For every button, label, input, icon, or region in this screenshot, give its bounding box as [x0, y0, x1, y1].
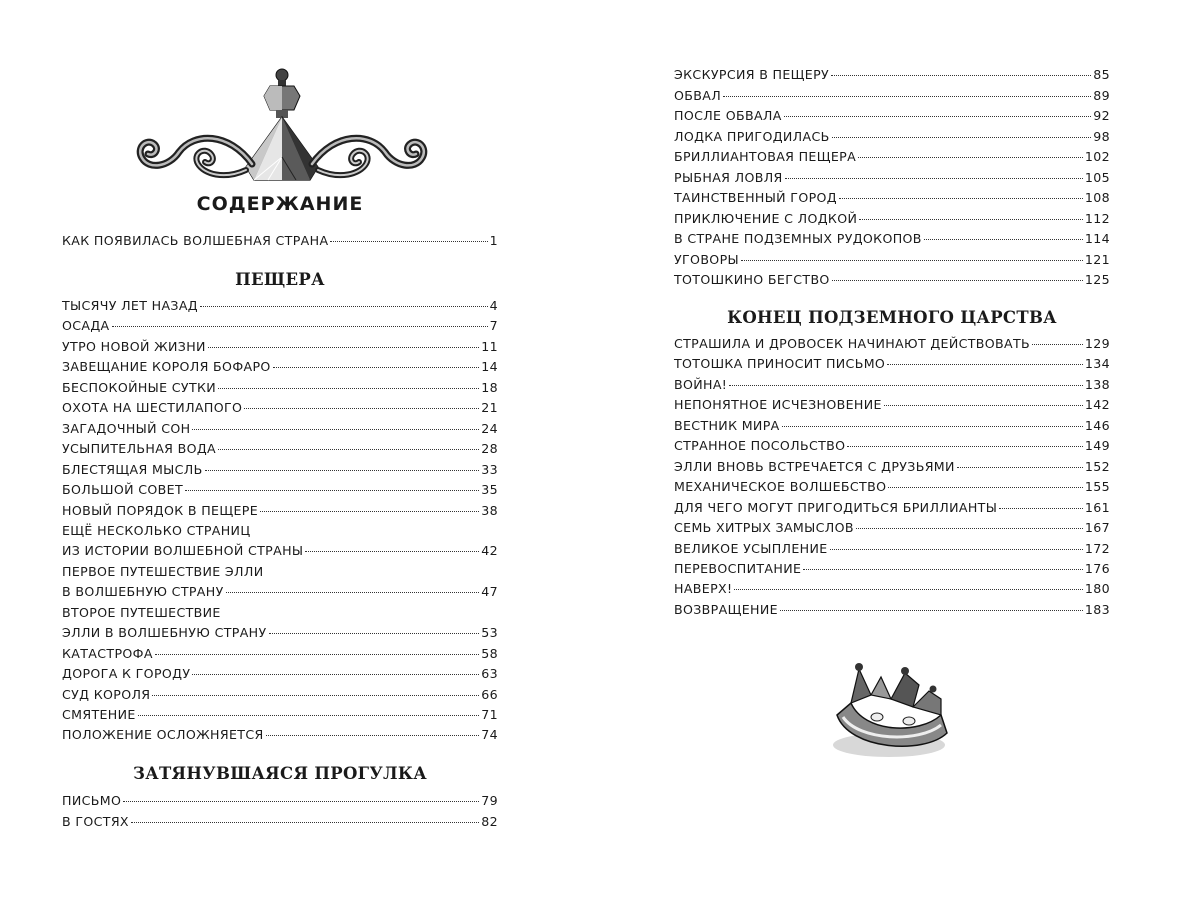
toc-entry — [62, 296, 498, 316]
toc-entry — [674, 106, 1110, 126]
toc-entry — [62, 316, 498, 336]
toc-leader-dots — [839, 198, 1083, 199]
toc-entry-page: 134 — [1084, 356, 1110, 372]
toc-entry-page: 155 — [1084, 479, 1110, 495]
toc-entry — [62, 337, 498, 357]
toc-entry-page: 142 — [1084, 397, 1110, 413]
toc-entry-page: 18 — [481, 379, 498, 395]
toc-entry-page: 125 — [1084, 272, 1110, 287]
toc-entry-title: ПИСЬМО — [62, 793, 122, 808]
toc-entry-title: ПОСЛЕ ОБВАЛА — [674, 108, 782, 123]
toc-entry-page: 71 — [481, 707, 498, 722]
toc-entry-page: 149 — [1084, 438, 1110, 454]
toc-entry-page: 21 — [481, 400, 498, 416]
toc-entry — [62, 378, 498, 398]
toc-entry — [62, 562, 498, 582]
toc-entry-page: 28 — [481, 441, 498, 457]
toc-entry-page: 14 — [481, 359, 498, 375]
toc-leader-dots — [185, 490, 479, 491]
toc-entry-title: ПЕРЕВОСПИТАНИЕ — [674, 560, 802, 576]
toc-entry — [674, 127, 1110, 147]
toc-entry-page: 105 — [1084, 169, 1110, 185]
toc-entry-page: 79 — [481, 793, 498, 808]
toc-entry-intro: КАК ПОЯВИЛАСЬ ВОЛШЕБНАЯ СТРАНА 1 — [62, 233, 498, 248]
section-heading-konets-podzemnogo-tsarstva: КОНЕЦ ПОДЗЕМНОГО ЦАРСТВА — [727, 308, 1057, 327]
toc-leader-dots — [830, 549, 1083, 550]
toc-entry-page: 176 — [1084, 560, 1110, 576]
toc-entry — [674, 600, 1110, 620]
crown-icon — [829, 655, 969, 765]
toc-entry-title: ВОЗВРАЩЕНИЕ — [674, 601, 778, 617]
toc-entry-title: БЕСПОКОЙНЫЕ СУТКИ — [62, 379, 217, 395]
toc-entry-title: ТОТОШКИНО БЕГСТВО — [674, 272, 830, 287]
toc-leader-dots — [155, 654, 479, 655]
toc-entry — [62, 644, 498, 664]
toc-entry — [674, 334, 1110, 354]
crystal-scroll-ornament-icon — [134, 62, 434, 192]
toc-entry — [674, 270, 1110, 290]
toc-entry-title: БОЛЬШОЙ СОВЕТ — [62, 482, 184, 498]
toc-entry-title: СТРАШИЛА И ДРОВОСЕК НАЧИНАЮТ ДЕЙСТВОВАТЬ — [674, 336, 1031, 351]
toc-entry — [62, 419, 498, 439]
toc-leader-dots — [273, 367, 480, 368]
toc-leader-dots — [244, 408, 479, 409]
toc-leader-dots — [831, 75, 1091, 76]
toc-entry-title: СЕМЬ ХИТРЫХ ЗАМЫСЛОВ — [674, 520, 854, 536]
toc-leader-dots — [260, 511, 479, 512]
toc-entry-title: ПОЛОЖЕНИЕ ОСЛОЖНЯЕТСЯ — [62, 727, 264, 743]
toc-leader-dots — [832, 280, 1083, 281]
toc-entry-title: СМЯТЕНИЕ — [62, 707, 136, 722]
toc-entry — [674, 375, 1110, 395]
toc-entry — [674, 457, 1110, 477]
toc-leader-dots — [858, 157, 1083, 158]
toc-entry — [674, 229, 1110, 249]
toc-leader-dots — [784, 116, 1092, 117]
toc-entry — [62, 685, 498, 705]
toc-entry-title: ОСАДА — [62, 318, 110, 334]
toc-entry — [674, 559, 1110, 579]
toc-leader-dots — [780, 610, 1083, 611]
toc-entry-page: 172 — [1084, 540, 1110, 556]
toc-entry — [674, 518, 1110, 538]
toc-entry — [62, 501, 498, 521]
toc-leader-dots — [999, 508, 1083, 509]
toc-entry-page: 114 — [1084, 231, 1110, 246]
toc-entry-page: 89 — [1093, 87, 1110, 103]
toc-entry-title: ОХОТА НА ШЕСТИЛАПОГО — [62, 400, 243, 416]
toc-entry-page: 63 — [481, 666, 498, 682]
toc-entry — [62, 725, 498, 745]
toc-entry-page: 66 — [481, 686, 498, 702]
toc-entry — [674, 579, 1110, 599]
toc-entry — [674, 250, 1110, 270]
toc-entry — [674, 168, 1110, 188]
toc-entry-title: ЕЩЁ НЕСКОЛЬКО СТРАНИЦ — [62, 522, 251, 538]
toc-entry-title: ЗАГАДОЧНЫЙ СОН — [62, 420, 191, 436]
toc-entry-page: 24 — [481, 420, 498, 436]
toc-entry — [674, 354, 1110, 374]
toc-entry-title: НЕПОНЯТНОЕ ИСЧЕЗНОВЕНИЕ — [674, 397, 882, 413]
toc-entry-page: 161 — [1084, 499, 1110, 515]
section-heading-peshchera: ПЕЩЕРА — [235, 270, 325, 289]
toc-entry-title: ВОЙНА! — [674, 376, 728, 392]
toc-entry-title: ДОРОГА К ГОРОДУ — [62, 666, 191, 682]
toc-entry-page: 92 — [1093, 108, 1110, 123]
toc-leader-dots — [192, 674, 479, 675]
toc-entry — [674, 86, 1110, 106]
toc-entry-page: 129 — [1084, 336, 1110, 351]
toc-leader-dots — [887, 364, 1083, 365]
toc-entry — [62, 603, 498, 623]
toc-entry-title: В ГОСТЯХ — [62, 813, 129, 829]
toc-leader-dots — [112, 326, 488, 327]
toc-leader-dots — [734, 589, 1083, 590]
toc-entry — [62, 623, 498, 643]
toc-leader-dots — [205, 470, 480, 471]
toc-entry — [674, 188, 1110, 208]
toc-entry-title: ЭЛЛИ В ВОЛШЕБНУЮ СТРАНУ — [62, 625, 267, 641]
toc-entry-title: ТАИНСТВЕННЫЙ ГОРОД — [674, 190, 837, 205]
toc-entry-title: В ВОЛШЕБНУЮ СТРАНУ — [62, 584, 224, 600]
toc-entry-title: ЭКСКУРСИЯ В ПЕЩЕРУ — [674, 67, 830, 82]
toc-entry-title: ИЗ ИСТОРИИ ВОЛШЕБНОЙ СТРАНЫ — [62, 543, 304, 559]
toc-entry-title: НАВЕРХ! — [674, 581, 733, 597]
toc-leader-dots — [123, 801, 479, 802]
toc-entry-page: 138 — [1084, 376, 1110, 392]
toc-leader-dots — [847, 446, 1083, 447]
toc-entry-page: 38 — [481, 502, 498, 518]
toc-entry-page: 112 — [1084, 210, 1110, 226]
toc-entry — [674, 395, 1110, 415]
toc-entry-title: УТРО НОВОЙ ЖИЗНИ — [62, 338, 206, 354]
toc-entry — [62, 582, 498, 602]
toc-entry — [62, 705, 498, 725]
toc-leader-dots — [208, 347, 479, 348]
toc-entry-page: 98 — [1093, 128, 1110, 144]
toc-entry-page: 183 — [1084, 601, 1110, 617]
toc-entry — [674, 498, 1110, 518]
toc-entry-title: СТРАННОЕ ПОСОЛЬСТВО — [674, 438, 846, 454]
toc-entry-title: ВЕСТНИК МИРА — [674, 417, 780, 433]
toc-entry-page: 108 — [1084, 190, 1110, 205]
toc-entry — [62, 398, 498, 418]
toc-entry — [62, 357, 498, 377]
toc-entry-title: УСЫПИТЕЛЬНАЯ ВОДА — [62, 441, 217, 457]
toc-leader-dots — [138, 715, 480, 716]
toc-entry-page: 42 — [481, 543, 498, 559]
toc-leader-dots — [856, 528, 1083, 529]
toc-entry-page: 121 — [1084, 251, 1110, 267]
toc-entry-title: БЛЕСТЯЩАЯ МЫСЛЬ — [62, 461, 203, 477]
toc-leader-dots — [888, 487, 1083, 488]
toc-entry-title: ВЕЛИКОЕ УСЫПЛЕНИЕ — [674, 540, 828, 556]
toc-leader-dots — [305, 551, 479, 552]
toc-entry-title: ЭЛЛИ ВНОВЬ ВСТРЕЧАЕТСЯ С ДРУЗЬЯМИ — [674, 458, 955, 474]
toc-entry-page: 11 — [481, 338, 498, 354]
toc-leader-dots — [785, 178, 1083, 179]
toc-entry — [62, 541, 498, 561]
toc-leader-dots — [832, 137, 1092, 138]
toc-leader-dots — [200, 306, 488, 307]
toc-leader-dots — [266, 735, 480, 736]
toc-leader-dots — [269, 633, 480, 634]
toc-entry-page: 102 — [1084, 149, 1110, 164]
toc-leader-dots — [741, 260, 1083, 261]
toc-entry-title: ПЕРВОЕ ПУТЕШЕСТВИЕ ЭЛЛИ — [62, 563, 264, 579]
toc-entry-title: СУД КОРОЛЯ — [62, 686, 151, 702]
toc-entry-page: 47 — [481, 584, 498, 600]
toc-entry-title: КАТАСТРОФА — [62, 645, 153, 661]
toc-leader-dots — [218, 388, 479, 389]
toc-entry — [674, 436, 1110, 456]
toc-leader-dots — [859, 219, 1083, 220]
toc-entry — [674, 209, 1110, 229]
toc-entry-title: МЕХАНИЧЕСКОЕ ВОЛШЕБСТВО — [674, 479, 887, 495]
toc-entry-title: ЗАВЕЩАНИЕ КОРОЛЯ БОФАРО — [62, 359, 271, 375]
toc-entry-title: ТОТОШКА ПРИНОСИТ ПИСЬМО — [674, 356, 886, 372]
toc-entry-title: ЛОДКА ПРИГОДИЛАСЬ — [674, 128, 830, 144]
toc-leader-dots — [729, 385, 1083, 386]
toc-entry-page: 74 — [481, 727, 498, 743]
toc-entry — [674, 416, 1110, 436]
toc-leader-dots — [152, 695, 479, 696]
toc-entry-page: 58 — [481, 645, 498, 661]
toc-entry-title: ВТОРОЕ ПУТЕШЕСТВИЕ — [62, 604, 221, 620]
toc-entry — [62, 521, 498, 541]
toc-entry — [62, 812, 498, 832]
toc-leader-dots — [1032, 344, 1083, 345]
toc-entry-page: 167 — [1084, 520, 1110, 536]
toc-entry-page: 33 — [481, 461, 498, 477]
toc-title: СОДЕРЖАНИЕ — [196, 193, 364, 215]
toc-entry-title: В СТРАНЕ ПОДЗЕМНЫХ РУДОКОПОВ — [674, 231, 922, 246]
toc-entry — [674, 477, 1110, 497]
toc-entry-page: 85 — [1093, 67, 1110, 82]
toc-entry-page: 146 — [1084, 417, 1110, 433]
toc-leader-dots — [957, 467, 1083, 468]
toc-entry — [674, 539, 1110, 559]
toc-entry-title: НОВЫЙ ПОРЯДОК В ПЕЩЕРЕ — [62, 502, 259, 518]
toc-entry-title: ОБВАЛ — [674, 87, 722, 103]
toc-leader-dots — [131, 822, 479, 823]
toc-entry — [674, 65, 1110, 85]
toc-entry — [62, 791, 498, 811]
toc-entry-page: 180 — [1084, 581, 1110, 597]
toc-entry-page: 152 — [1084, 458, 1110, 474]
section-heading-zatyanuvshayasya-progulka: ЗАТЯНУВШАЯСЯ ПРОГУЛКА — [133, 764, 427, 783]
toc-entry-title: РЫБНАЯ ЛОВЛЯ — [674, 169, 783, 185]
toc-entry — [62, 439, 498, 459]
toc-entry-title: ТЫСЯЧУ ЛЕТ НАЗАД — [62, 298, 198, 313]
toc-leader-dots — [226, 592, 480, 593]
toc-entry-page: 35 — [481, 482, 498, 498]
toc-leader-dots — [782, 426, 1083, 427]
toc-entry-page: 4 — [489, 298, 498, 313]
toc-entry — [674, 147, 1110, 167]
toc-entry-page: 53 — [481, 625, 498, 641]
toc-leader-dots — [723, 96, 1091, 97]
toc-leader-dots — [884, 405, 1083, 406]
toc-entry — [62, 480, 498, 500]
toc-entry-title: УГОВОРЫ — [674, 251, 739, 267]
toc-entry-title: ДЛЯ ЧЕГО МОГУТ ПРИГОДИТЬСЯ БРИЛЛИАНТЫ — [674, 499, 998, 515]
toc-entry-page: 82 — [481, 813, 498, 829]
toc-entry-page: 7 — [489, 318, 498, 334]
toc-entry — [62, 460, 498, 480]
toc-leader-dots — [803, 569, 1083, 570]
toc-entry-title: БРИЛЛИАНТОВАЯ ПЕЩЕРА — [674, 149, 857, 164]
toc-leader-dots — [924, 239, 1083, 240]
toc-entry — [62, 664, 498, 684]
toc-entry-title: ПРИКЛЮЧЕНИЕ С ЛОДКОЙ — [674, 210, 858, 226]
toc-leader-dots — [218, 449, 479, 450]
toc-leader-dots — [192, 429, 479, 430]
